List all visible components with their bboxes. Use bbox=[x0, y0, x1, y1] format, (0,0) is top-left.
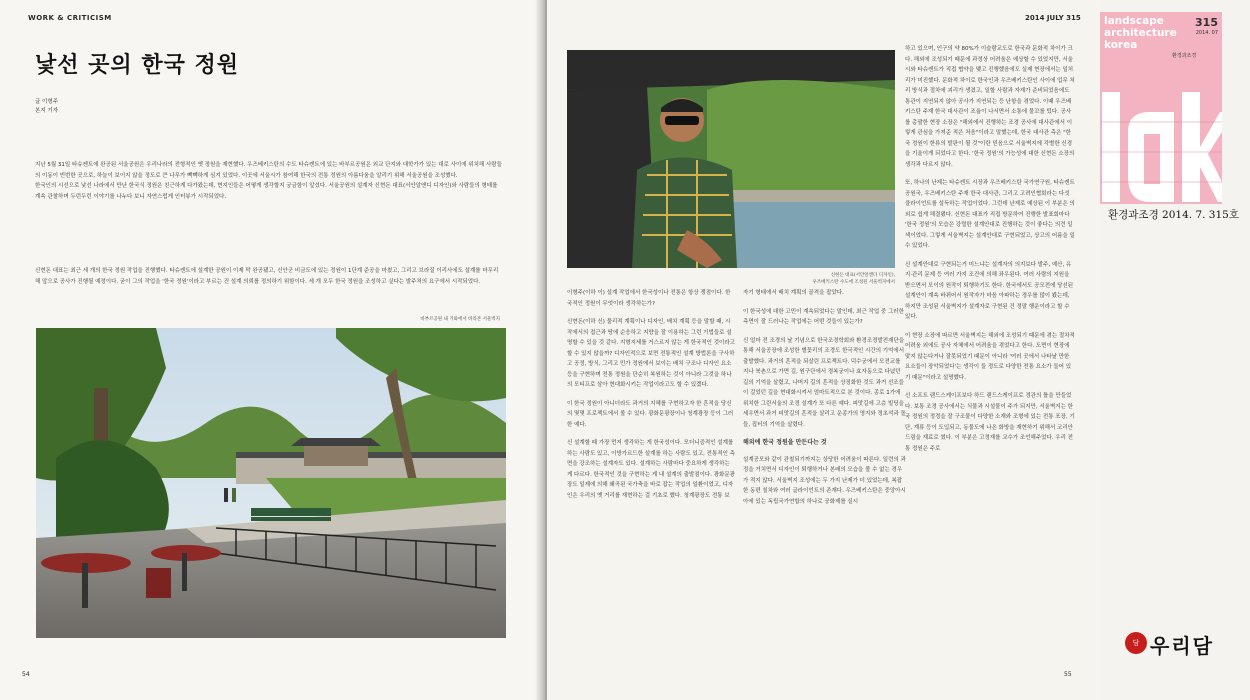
magazine-name bbox=[1104, 15, 1177, 51]
page-number-left: 54 bbox=[22, 671, 30, 678]
garden-photo bbox=[36, 328, 506, 638]
issue-number: 315 bbox=[1195, 16, 1218, 29]
paragraph: 신 설계할 때 가장 먼저 생각하는 게 한국성이다. 모더니즘적인 설계를 하는 사람도 있고, 이방가르드한 설계를 하는 사람도 있고, 전통적인 측면을 강조하는 설계자도 있다. 설계하는 사람마다 중요하게 생각하는 게 다르다. 한국적인 것을 구현하는 게 내 설계의 출발점이다. 광화문광장도 일제에 의해 왜곡된 국가축을 바로 잡는 작업의 일환이었고, 디자인은 우리의 옛 거리를 재현하는 걸 기초로 했다. 청계광장도 전통 보 bbox=[567, 440, 735, 499]
paragraph: 또, 하나의 난제는 타슈켄트 시장과 우즈베키스탄 국가연구원, 타슈켄트 공원국, 우즈베키스탄 주재 한국 대사관, 그리고 고려인협회라는 다섯 클라이언트를 설득하는 작업이었다. 그런데 난제로 예상된 이 부분은 의외로 쉽게 해결됐다. 신현돈 대표가 직접 방문하여 진행한 발표회마다 '한국 정원'의 모습은 강렬한 설계안대로 진행하는 것이 좋다는 의견 일색이었다. 그렇게 서울벽지는 설계안대로 구현되었고, 상고의 어름을 일 수 있었다. bbox=[905, 180, 1075, 249]
section-label: WORK & CRITICISM bbox=[28, 14, 112, 22]
photo-caption-right-line-2: 우즈베키스탄 수도에 조성된 서울벽지에서 bbox=[812, 280, 895, 285]
handwritten-caption: 환경과조경 2014. 7. 315호 bbox=[1108, 209, 1239, 221]
byline-role: 본지 기자 bbox=[35, 108, 59, 114]
magazine-name-line-1: landscape bbox=[1104, 15, 1164, 27]
text-column-1 bbox=[567, 288, 735, 509]
intro-text-2 bbox=[35, 266, 503, 287]
portrait-photo bbox=[567, 50, 895, 268]
paragraph: 하고 있으며, 인구의 약 80%가 이슬람교도로 한국과 문화적 차이가 크다. 해외에 조성되기 때문에 과정상 어려움은 예상할 수 있었지만, 서울시와 타슈켄트가 직접 협약을 맺고 진행했음에도 실제 현장에서는 일처리가 미진했다. 문화적 차이로 한국인과 우즈베키스탄인 사이에 업무 처리 방식과 절차에 괴리가 생겼고, 일할 사람과 자재가 준비되었음에도 통관이 지연되지 않아 공사가 지연되는 등 난항을 겪었다. 이때 우즈베키스탄 주재 한국 대사관이 조율이 나서면서 소통에 물꼬를 텄다. 공사를 총괄한 현장 소장은 "해외에서 진행하는 조경 공사에 대사관에서 이렇게 관심을 가져준 적은 처음"이라고 말했는데, 한국 대사관 측은 "한국 정원이 한류의 발판이 될 것"이란 믿음으로 서울벽지에 각별한 신경을 기울이게 되었다고 한다. '한국 정원'의 가능성에 대한 신현돈 소장의 생각과 다르지 않다. bbox=[905, 46, 1075, 168]
intro-text bbox=[35, 160, 503, 202]
paragraph: 이형주(이하 이) 설계 작업에서 한국성이나 전통은 항상 쟁점이다. 한국적인 정원이 무엇이라 생각하는가? bbox=[567, 290, 731, 307]
issue-date: 2014. 07 bbox=[1195, 30, 1218, 36]
cover-lak-lettering bbox=[1100, 92, 1222, 204]
paragraph: 신 소프트 랜드스케이프보다 하드 랜드스케이프로 경관의 틀을 만들었다. 보통 조경 공사에서는 식물과 시설물이 주가 되지만, 서울벽지는 한국 정원의 정경을 잘 구조물이 다양한 소재와 조형에 있는 전통 포장, 기단, 계류 등이 도입되고, 동물도에 나온 화방을 재현하기 위해서 코리안드림을 재료로 썼다. 이 부분은 고정재를 교수가 조언해주었다. 우리 전통 정원은 주로 bbox=[905, 393, 1075, 452]
byline-author: 글 이형주 bbox=[35, 99, 59, 105]
photo-caption-right-line-1: 신현돈 대표(서안알앤디 디자인), bbox=[830, 273, 895, 278]
paragraph: 신현돈(이하 신) 물리적 계획이나 디자인, 배치 계획 등을 말할 때, 시작에서의 접근과 땅에 순응하고 지향을 잘 이용하는 그런 기법들로 설명할 수 있을 것 같다. 지형지세를 거스르지 않는 게 한국적인 것이라고 할 수 있지 않을까? 디자인적으로 보면 전통적인 설계 방법론을 구사하고 공정, 방식, 그리고 민가 정원에서 보이는 배치 구조나 디자인 요소 등을 구현하며 전통 정원을 단순히 복원하는 것이 아니라 그것을 하나의 모티프로 삼아 현대화시키는 작업이라고도 할 수 있겠다. bbox=[567, 319, 735, 388]
issue-header: 2014 JULY 315 bbox=[1025, 14, 1081, 22]
magazine-cover bbox=[1100, 12, 1222, 204]
paragraph: 이 현장 소장에 따르면 서울벽지는 해외에 조성되기 때문에 겪는 절차적 어려움 외에도 공사 자체에서 어려움을 겪었다고 한다. 도면이 현장에 맞지 않는다거나 잘못되었기 때문이 아니라 '여러 곳에서 나타날 만한 요소들이 장악되었다'는 생각이 들 정도로 다양한 전통 요소가 들어 있기 때문"이라고 설명했다. bbox=[905, 332, 1075, 381]
text-column-3 bbox=[905, 44, 1075, 462]
text-column-2 bbox=[743, 288, 907, 515]
paragraph: 이 한국 정원이 아니더라도 과거의 지혜를 구현하고자 한 흔적을 당신의 몇몇 프로젝트에서 볼 수 있다. 광화문광장이나 청계광장 등이 그러한 예다. bbox=[567, 400, 734, 428]
intro-paragraph-2: 한국인의 시선으로 낯선 나라에서 만난 한국식 정원은 친근하게 다가왔는데, 현지인들은 어떻게 생각할지 궁금함이 앞섰다. 서울공원의 설계자 신현돈 대표(서안알앤디 디자인)와 사람들의 형태를 계속 관찰하며 두런두런 이야기를 나누다 보니 자연스럽게 인터뷰가 시작되었다. bbox=[35, 183, 498, 200]
magazine-name-line-2: architecture bbox=[1104, 27, 1177, 39]
intro-paragraph-1: 지난 5월 31일 타슈켄트에 완공된 서울공원은 우리나라의 전형적인 옛 정원을 재현했다. 우즈베키스탄의 수도 타슈켄트에 있는 바부르공원은 외교 단지와 대학가가 있는 대로 사이에 위치해 사람들의 이동이 빈번한 곳으로, 하늘이 보이지 않을 정도로 큰 나무가 빽빽하게 심겨 있었다. 이곳에 서울시가 참여해 한국의 전통 정원의 아름다움을 알리기 위해 서울공원을 조성했다. bbox=[35, 162, 502, 179]
magazine-name-line-3: korea bbox=[1104, 39, 1138, 51]
logo: 우리담 bbox=[1150, 634, 1214, 658]
paragraph: 신 얼마 전 조경의 날 기념으로 한국조경학회와 환경조경발전재단을 통해 서울공장에 조성한 별꽃리의 조경도 한국적인 시간의 기억에서 출발했다. 과거의 흔적을 되살린 프로젝트다. 덕수궁에서 모전교를 지나 북촌으로 가면 길, 원구단에서 경복궁이나 효자동으로 다녔던 길의 기억을 살렸고, 나머지 길의 흔적을 상징화한 것도 과거 선조들이 걸었던 길을 현대화시켜서 엄마트적으로 본 것이다. 종로 1가에 위치한 그린서울의 조경 설계가 또 다른 예다. 피맛길에 고층 빌딩을 세우면서 과거 피맛길의 흔적을 살리고 운종가의 영지와 정초석과 돌들, 집터의 기억을 살렸다. bbox=[743, 337, 906, 428]
paragraph: 신 설계안대로 구현되는거 미느냐는 설계자의 의지보다 발주, 예산, 유지·관리 문제 등 여러 가지 조건에 의해 좌우된다. 여러 사람의 지원을 받으면서 모이의 원작이 퇴행하기도 한다. 한국에서도 공모전에 당선된 설계안이 계속 바뀌어서 원작자가 마음 아파하는 경우를 많이 봤는데, 하지만 조성된 서울벽지가 설계자로 구현된 건 정말 행운이라고 할 수 있다. bbox=[905, 261, 1074, 320]
subheading: 해외에 한국 정원을 만든다는 것 bbox=[743, 439, 827, 446]
paragraph: 이 한국성에 대한 고민이 계속되었다는 말인데, 최근 작업 중 그러한 측면이 잘 드러나는 작업에는 어떤 것들이 있는가? bbox=[743, 308, 904, 325]
right-page bbox=[547, 0, 1100, 700]
issue-sub: 환경과조경 bbox=[1172, 53, 1197, 59]
article-title: 낯선 곳의 한국 정원 bbox=[35, 53, 239, 78]
photo-caption-left: 바부르공원 내 기와에서 바라본 서울벽지 bbox=[420, 317, 500, 322]
photo-caption-right bbox=[747, 272, 895, 286]
byline bbox=[35, 98, 58, 116]
paragraph: 자기 형태에서 배치 계획의 골격을 잡았다. bbox=[743, 290, 844, 296]
left-page bbox=[0, 0, 543, 700]
intro2-paragraph-1: 신현돈 대표는 최근 세 개의 한국 정원 작업을 진행했다. 타슈켄트에 설계한 공원이 이제 막 완공됐고, 신안군 비금도에 있는 정원이 1단계 준공을 마쳤고, 그리고 브라질 이리사에도 설계를 마무리해 앞으로 공사가 진행될 예정이다. 굳이 그의 작업을 '한국 정원'이라고 부르는 건 설계 의뢰를 정의하기 위함이다. 세 개 모두 한국 정원을 조성하고 싶다는 발주처의 요구에서 시작되었다. bbox=[35, 268, 499, 285]
seal-stamp-icon: 담 bbox=[1125, 632, 1147, 654]
paragraph: 설계공모와 같이 관철되기까지는 상당한 어려움이 따른다. 일련의 과정을 거치면서 디자인이 퇴행하거나 본래의 모습을 볼 수 없는 경우가 적지 않다. 서울벽지 조성에는 두 가지 난제가 더 있었는데, 복잡한 동편 칠차와 여러 글라이언트의 존재다. 우즈베키스탄은 중앙아시아에 있는 독립국가연합의 하나로 공화제를 실시 bbox=[743, 456, 906, 505]
page-number-right: 55 bbox=[1064, 671, 1072, 678]
